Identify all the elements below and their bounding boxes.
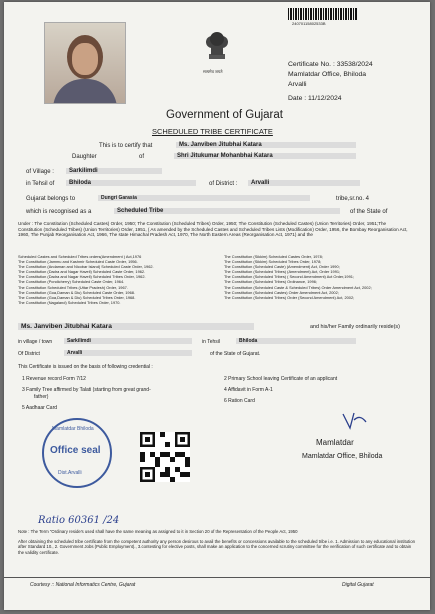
under-text: Under : The Constitution (Scheduled Castes) Order, 1950; The Constitution (Scheduled Tribes) Order, 1950; The Constitution (Scheduled Castes) (Union Territories) Order, 1951;The Constitution (Scheduled Tribes) (Union Territories) Order, 1951, ( As amended by the Scheduled Castes and Scheduled Tribes Lists (Modification) Order, 1956, the Bombay Reorganisation Act, 1960, The Punjab Reorganisation Act, 1966, The state Himachal Pradesh Act, 1970, The North Eastern Areas (Reorganisation Act, 1971) and the <box>18 221 408 238</box>
tribe-serial: tribe,sr.no. 4 <box>336 196 370 202</box>
issue-date: Date : 11/12/2024 <box>288 95 342 102</box>
parent-name: Shri Jitukumar Mohanbhai Katara <box>174 153 356 159</box>
recognised-value: Scheduled Tribe <box>114 208 340 214</box>
applicant-photo <box>44 22 126 104</box>
footer-courtesy: Courtesy :: National Informatics Centre, Gujarat <box>30 582 136 588</box>
tehsil-value: Bhiloda <box>236 338 356 344</box>
footer <box>4 577 430 592</box>
village-town-label: in village / town <box>18 339 53 345</box>
after-text: After obtaining the scheduled tribe certificate from the competent authority any person desirous to avail the benefits or concessions available to the scheduled tribe i.e. 1. Admission to any educational institution after Standard 10., 2. Government Jobs (Public Employment)., 3.contesting for elective posts, shall make an application to the concerned scrutiny committee for the verification of such certificate and to obtain the validity certificate. <box>18 539 415 555</box>
basis-label: This Certificate is issued on the basis of following credential : <box>18 364 153 370</box>
certificate-no-line: Certificate No. : 33538/2024 <box>288 61 373 68</box>
barcode <box>288 8 358 20</box>
of-label: of <box>139 154 145 160</box>
credential-item: 3 Family Tree affirmed by Talati (starting from great grand- <box>22 387 151 393</box>
credential-item: father) <box>34 394 49 400</box>
district2-label: Of District <box>18 351 40 357</box>
signatory-title: Mamlatdar <box>316 438 354 447</box>
barcode-number: 24070115802533B <box>292 21 326 26</box>
state-line: of the State of Gujarat. <box>210 351 261 357</box>
taluka-value: Bhiloda <box>66 180 196 186</box>
orders-left: Scheduled Castes and Scheduled Tribes orders(Amendment ) Act,1976 The Constitution (Jammu and Kashmir Scheduled Caste Order, 1956. The Constitution (Andaman and Nicobar Island) Scheduled Caste Order, 1962. The Constitution (Dadra and Nagar Haveli) Scheduled Caste Order, 1962. The Constitution (Dadra and Nagar Haveli) Scheduled Tribes Order, 1962. The Constitution (Pondicherry) Scheduled Caste Order, 1964. The Constitution Scheduled Tribes (Uttar Pradesh) Order, 1967. The Constitution (Goa,Daman & Diu) Scheduled Caste Order, 1968. The Constitution (Goa,Daman & Diu) Scheduled Tribes Order, 1968. The Constitution (Nagaland) Scheduled Tribes Order, 1970. <box>18 254 154 305</box>
family-label: and his/her Family ordinarily reside(s) <box>310 324 400 330</box>
note-text: Note : The Term "Ordinary reside's used shall have the same meaning as assigned to it in Section 20 of the Representation of the People Act, 1950 <box>18 529 298 534</box>
relation: Daughter <box>72 154 97 160</box>
taluka-label: in Tehsil of <box>26 181 55 187</box>
handwritten-reference: Ratio 60361 /24 <box>38 515 120 526</box>
village-label: of Village : <box>26 169 54 175</box>
government-heading: Government of Gujarat <box>166 109 283 121</box>
certify-label: This is to certify that <box>99 143 153 149</box>
district-label: of District : <box>209 181 238 187</box>
state-label: of the State of <box>350 209 388 215</box>
office-district: Arvalli <box>288 81 307 88</box>
footer-digital-gujarat: Digital Gujarat <box>342 582 374 588</box>
credential-item: 4 Affidavit in Form A-1 <box>224 387 273 393</box>
national-emblem-icon <box>200 24 234 68</box>
village-town-value: Sarkilimdi <box>64 338 192 344</box>
office-seal-stamp: Mamlatdar Bhiloda Office seal Dist.Arvalli <box>42 418 112 488</box>
orders-right: The Constitution (Sikkim) Scheduled Castes Order, 1978; The Constitution (Sikkim) Scheduled Tribes Order, 1978; The Constitution (Scheduled Caste) (Amendment) Act, Order 1990; The Constitution (Scheduled Tribes) (Amendment) Act, Order 1991; The Constitution (Scheduled Tribes) ( Second Amendment) Act Order,1991; The Constitution (Scheduled Tribes) Ordinance, 1996; The Constitution (Scheduled Caste & Scheduled Tribes) Order Amendment Act, 2002; The Constitution (Scheduled Castes) Order Amendment Act, 2002; The Constitution (Scheduled Tribes) Order (Second Amendment) Act, 2002; <box>224 254 372 300</box>
credential-item: 2 Primary School leaving Certificate of an applicant <box>224 376 338 382</box>
district2-value: Arvalli <box>64 350 192 356</box>
issuing-office: Mamlatdar Office, Bhiloda <box>288 71 367 78</box>
certificate-title: SCHEDULED TRIBE CERTIFICATE <box>152 127 273 136</box>
tribe-value: Dungri Garasia <box>98 195 310 201</box>
name-repeat: Ms. Janviben Jitubhai Katara <box>18 323 254 330</box>
credential-item: 5 Aadhaar Card <box>22 405 58 411</box>
applicant-name: Ms. Janviben Jitubhai Katara <box>176 142 356 148</box>
recognised-label: which is recognised as a <box>26 209 92 215</box>
tehsil-label: in Tehsil <box>202 339 220 345</box>
emblem-caption: सत्यमेव जयते <box>203 69 223 74</box>
certificate-sheet <box>4 2 430 610</box>
village-value: Sarkilimdi <box>66 168 162 174</box>
belongs-label: Gujarat belongs to <box>26 196 76 202</box>
signature-mark <box>340 410 370 432</box>
verification-qr-code <box>140 432 190 482</box>
district-value: Arvalli <box>248 180 360 186</box>
credential-item: 6 Ration Card <box>224 398 255 404</box>
credential-item: 1 Revenue record Form 7/12 <box>22 376 86 382</box>
signatory-office: Mamlatdar Office, Bhiloda <box>302 453 383 460</box>
